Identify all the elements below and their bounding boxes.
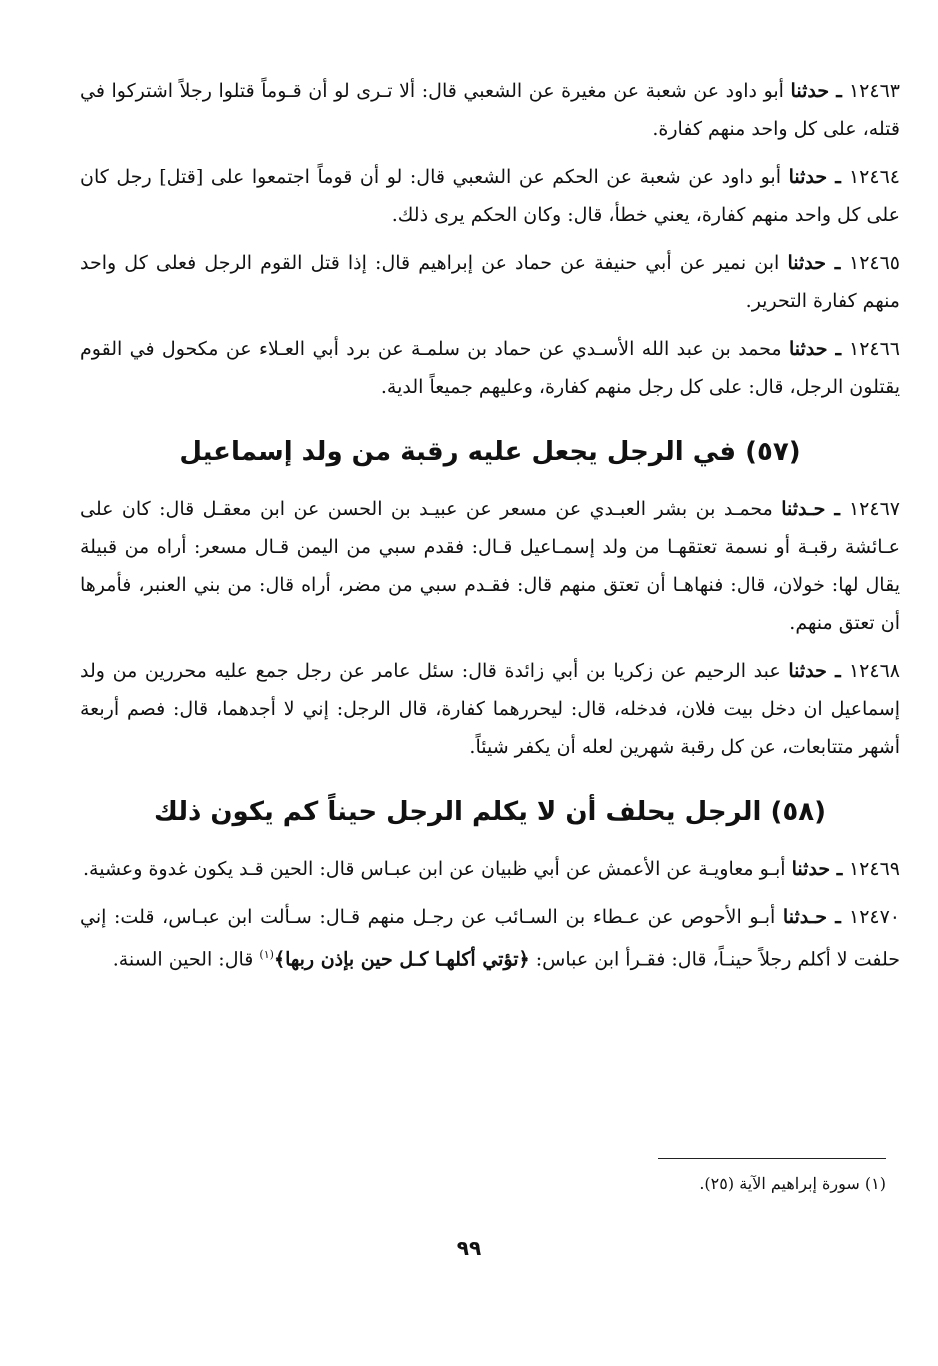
hadith-text: أبـو معاويـة عن الأعمش عن أبي ظبيان عن ابن عبـاس قال: الحين قـد يكون غدوة وعشية.	[83, 858, 786, 880]
separator: ـ	[826, 660, 849, 682]
hadith-text: أبـو الأحوص عن عـطاء بن السـائب عن رجـل منهم قـال: سـألت ابن عبـاس، قلت: إني حلفت لا أكلم رجلاً حينـاً، قال: فقـرأ ابن عباس:	[80, 906, 900, 971]
hadith-number: ١٢٤٦٩	[848, 858, 900, 880]
separator: ـ	[827, 906, 849, 928]
hadith-lead: حدثنا	[790, 80, 830, 102]
footnote: (١) سورة إبراهيم الآية (٢٥).	[699, 1174, 886, 1193]
separator: ـ	[825, 498, 849, 520]
quran-verse: ﴿تؤتي أكلهـا كـل حين بإذن ربها﴾	[273, 948, 530, 971]
footnote-ref: (١)	[259, 948, 274, 961]
chapter-heading-57: (٥٧) في الرجل يجعل عليه رقبة من ولد إسماعيل	[179, 437, 801, 467]
hadith-text-end: قال: الحين السنة.	[112, 948, 254, 971]
hadith-lead: حدثنا	[788, 660, 827, 682]
hadith-number: ١٢٤٦٧	[848, 498, 900, 520]
hadith-number: ١٢٤٦٣	[848, 80, 900, 102]
hadith-lead: حدثنا	[787, 252, 826, 274]
hadith-text: عبد الرحيم عن زكريا بن أبي زائدة قال: سئل عامر عن رجل جمع عليه محررين من ولد إسماعيل ان دخل بيت فلان، فدخله، قال: ليحررهما كفارة، قال الرجل: إني لا أجدهما، قال: فصم أربعة أشهر متتابعات، عن كل رقبة شهرين لعله أن يكفر شيئاً.	[80, 660, 900, 758]
hadith-lead: حـدثنا	[781, 498, 826, 520]
hadith-12464	[80, 158, 900, 234]
hadith-12469	[80, 850, 900, 888]
hadith-number: ١٢٤٦٨	[848, 660, 900, 682]
hadith-12463	[80, 72, 900, 148]
hadith-text: ابن نمير عن أبي حنيفة عن حماد عن إبراهيم قال: إذا قتل القوم الرجل فعلى كل واحد منهم كفارة التحرير.	[80, 252, 900, 312]
hadith-lead: حـدثنا	[782, 906, 828, 928]
hadith-number: ١٢٤٦٦	[848, 338, 901, 360]
separator: ـ	[829, 80, 849, 102]
hadith-12466	[80, 330, 900, 406]
hadith-text: أبو داود عن شعبة عن مغيرة عن الشعبي قال: ألا تـرى لو أن قـوماً قتلوا رجلاً اشتركوا في قتله، على كل واحد منهم كفارة.	[80, 80, 900, 140]
hadith-text: محمد بن عبد الله الأسـدي عن حماد بن سلمـة عن برد أبي العـلاء عن مكحول في القوم يقتلون الرجل، قال: على كل رجل منهم كفارة، وعليهم جميعاً الدية.	[80, 338, 900, 398]
hadith-text: أبو داود عن شعبة عن الحكم عن الشعبي قال: لو أن قوماً اجتمعوا على [قتل] رجل كان على كل واحد منهم كفارة، يعني خطأ، قال: وكان الحكم يرى ذلك.	[80, 166, 900, 226]
hadith-lead: حدثنا	[791, 858, 831, 880]
hadith-text: محمـد بن بشر العبـدي عن مسعر عن عبيـد بن الحسن عن ابن معقـل قال: كان على عـائشة رقبـة أو نسمة تعتقهـا من ولد إسمـاعيل قـال: فقدم سبي من اليمن قـال مسعر: أراه من قبيلة يقال لها: خولان، قال: فنهاهـا أن تعتق منهم قال: فقـدم سبي من مضر، أراه قال: من بني العنبر، فأمرها أن تعتق منهم.	[80, 498, 900, 634]
separator: ـ	[830, 858, 849, 880]
separator: ـ	[827, 338, 849, 360]
separator: ـ	[826, 252, 849, 274]
page-number: ٩٩	[456, 1236, 482, 1260]
hadith-12467	[80, 490, 900, 642]
chapter-heading-58: (٥٨) الرجل يحلف أن لا يكلم الرجل حيناً كم يكون ذلك	[154, 797, 826, 827]
hadith-number: ١٢٤٦٥	[848, 252, 901, 274]
hadith-12465	[80, 244, 900, 320]
separator: ـ	[827, 166, 849, 188]
hadith-number: ١٢٤٧٠	[848, 906, 901, 928]
footnote-divider	[658, 1158, 886, 1159]
page-body	[80, 72, 900, 988]
hadith-12468	[80, 652, 900, 766]
hadith-number: ١٢٤٦٤	[848, 166, 900, 188]
hadith-lead: حدثنا	[788, 338, 828, 360]
hadith-lead: حدثنا	[788, 166, 828, 188]
hadith-12470	[80, 898, 900, 978]
